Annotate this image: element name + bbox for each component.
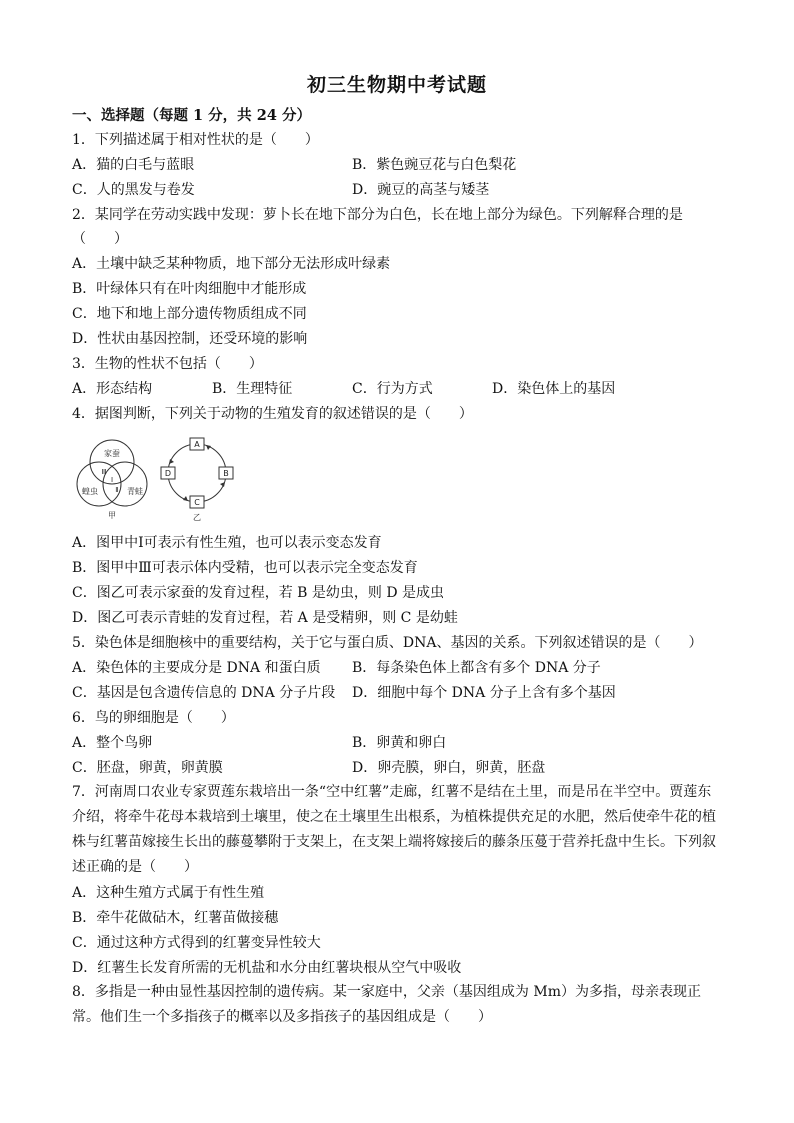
figure-label-yi: 乙 [193, 513, 201, 522]
q7-option-d: D．红薯生长发育所需的无机盐和水分由红薯块根从空气中吸收 [72, 960, 462, 976]
q8-stem: 8．多指是一种由显性基因控制的遗传病。某一家庭中，父亲（基因组成为 Mm）为多指，母亲表现正常。他们生一个多指孩子的概率以及多指孩子的基因组成是（ ） [72, 984, 701, 1025]
q5-option-d: D．细胞中每个 DNA 分子上含有多个基因 [352, 685, 616, 701]
q4-option-d: D．图乙可表示青蛙的发育过程，若 A 是受精卵，则 C 是幼蛙 [72, 610, 458, 626]
cycle-label-b: B [223, 469, 229, 478]
page-title: 初三生物期中考试题 [306, 74, 487, 96]
q5-option-a: A．染色体的主要成分是 DNA 和蛋白质 [72, 660, 321, 676]
q2-stem-cont: （ ） [72, 231, 128, 247]
q2-option-d: D．性状由基因控制，还受环境的影响 [72, 331, 308, 347]
q2-stem: 2．某同学在劳动实践中发现：萝卜长在地下部分为白色，长在地上部分为绿色。下列解释合理的是 [72, 207, 683, 223]
q3-stem: 3．生物的性状不包括（ ） [72, 356, 263, 372]
q6-option-a: A．整个鸟卵 [72, 735, 153, 751]
cycle-ring [168, 444, 226, 502]
q1-option-c: C．人的黑发与卷发 [72, 182, 195, 198]
venn-label-silkworm: 家蚕 [104, 449, 120, 458]
q4-option-a: A．图甲中Ⅰ可表示有性生殖，也可以表示变态发育 [72, 535, 382, 551]
q3-option-d: D．染色体上的基因 [492, 381, 616, 397]
q3-option-b: B．生理特征 [212, 381, 293, 397]
q6-option-d: D．卵壳膜，卵白，卵黄，胚盘 [352, 760, 546, 776]
q5-stem: 5．染色体是细胞核中的重要结构，关于它与蛋白质、DNA、基因的关系。下列叙述错误的是（ ） [72, 635, 703, 651]
q6-option-b: B．卵黄和卵白 [352, 735, 447, 751]
q6-option-c: C．胚盘，卵黄，卵黄膜 [72, 760, 223, 776]
q2-option-c: C．地下和地上部分遗传物质组成不同 [72, 306, 307, 322]
q6-stem: 6．鸟的卵细胞是（ ） [72, 710, 235, 726]
q4-option-c: C．图乙可表示家蚕的发育过程，若 B 是幼虫，则 D 是成虫 [72, 585, 445, 601]
q2-option-a: A．土壤中缺乏某种物质，地下部分无法形成叶绿素 [72, 256, 391, 272]
q1-stem: 1．下列描述属于相对性状的是（ ） [72, 132, 319, 148]
venn-region-3: Ⅲ [101, 468, 107, 476]
venn-label-locust: 蝗虫 [82, 487, 98, 496]
venn-region-1: Ⅰ [110, 476, 114, 484]
q7-option-c: C．通过这种方式得到的红薯变异性较大 [72, 935, 321, 951]
q1-option-d: D．豌豆的高茎与矮茎 [352, 182, 490, 198]
section-heading: 一、选择题（每题 1 分，共 24 分） [72, 107, 311, 124]
q1-option-b: B．紫色豌豆花与白色梨花 [352, 157, 517, 173]
cycle-label-a: A [194, 440, 200, 449]
venn-region-2: Ⅱ [115, 486, 119, 494]
venn-label-frog: 青蛙 [127, 487, 143, 496]
q4-option-b: B．图甲中Ⅲ可表示体内受精，也可以表示完全变态发育 [72, 560, 418, 576]
cycle-label-d: D [164, 469, 172, 478]
q3-option-a: A．形态结构 [72, 381, 153, 397]
q4-stem: 4．据图判断，下列关于动物的生殖发育的叙述错误的是（ ） [72, 406, 473, 422]
q7-stem: 7．河南周口农业专家贾莲东栽培出一条“空中红薯”走廊，红薯不是结在土里，而是吊在半空中。贾莲东介绍，将牵牛花母本栽培到土壤里，使之在土壤里生出根系，为植株提供充足的水肥，然后使牵牛花的植株与红薯苗嫁接生长出的藤蔓攀附于支架上，在支架上端将嫁接后的藤条压蔓于营养托盘中生长。下列叙述正确的是（ ） [72, 784, 716, 875]
q7-option-b: B．牵牛花做砧木，红薯苗做接穗 [72, 910, 279, 926]
q7-option-a: A．这种生殖方式属于有性生殖 [72, 885, 265, 901]
cycle-diagram [161, 438, 233, 522]
q2-option-b: B．叶绿体只有在叶肉细胞中才能形成 [72, 281, 307, 297]
figure-label-jia: 甲 [108, 511, 116, 520]
q5-option-c: C．基因是包含遗传信息的 DNA 分子片段 [72, 685, 336, 701]
q3-option-c: C．行为方式 [352, 381, 433, 397]
cycle-label-c: C [194, 498, 200, 507]
q5-option-b: B．每条染色体上都含有多个 DNA 分子 [352, 660, 601, 676]
q1-option-a: A．猫的白毛与蓝眼 [72, 157, 195, 173]
q4-figure [70, 434, 250, 524]
